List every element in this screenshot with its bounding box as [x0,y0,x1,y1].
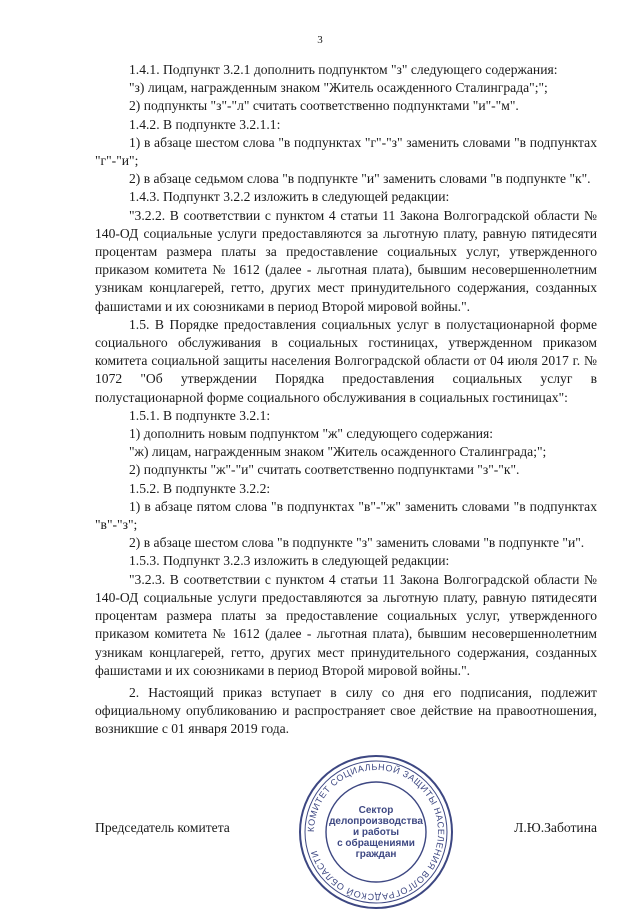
document-body [95,61,597,739]
stamp-center-line: и работы [352,827,400,838]
paragraph: 2) подпункты "ж"-"и" считать соответственно подпунктами "з"-"к". [129,462,520,478]
paragraph: 1) в абзаце шестом слова "в подпунктах "г"-"з" заменить словами "в подпунктах "г"-"и"; [95,134,597,169]
stamp-center-line: Сектор [358,805,394,816]
stamp-ring-text: КОМИТЕТ СОЦИАЛЬНОЙ ЗАЩИТЫ НАСЕЛЕНИЯ ВОЛГОГРАДСКОЙ ОБЛАСТИ [305,761,447,903]
paragraph: 1.5.2. В подпункте 3.2.2: [129,480,271,496]
paragraph: 2) подпункты "з"-"л" считать соответственно подпунктами "и"-"м". [129,98,519,114]
paragraph: "3.2.2. В соответствии с пунктом 4 статьи 11 Закона Волгоградской области № 140-ОД социальные услуги предоставляются за льготную плату, равную пятидесяти процентам размера платы за предоставление социальных услуг, утвержденного приказом комитета № 1612 (далее - льготная плата), бывшим несовершеннолетним узникам концлагерей, гетто, других мест принудительного содержания, созданных фашистами и их союзниками в период Второй мировой войны.". [95,207,597,314]
paragraph: 1) в абзаце пятом слова "в подпунктах "в"-"ж" заменить словами "в подпунктах "в"-"з"; [95,498,597,533]
signatory-title: Председатель комитета [95,820,230,835]
paragraph: 1.4.1. Подпункт 3.2.1 дополнить подпунктом "з" следующего содержания: [129,62,558,77]
paragraph: 1.5. В Порядке предоставления социальных услуг в полустационарной форме социального обслуживания в социальных гостиницах, утвержденном приказом комитета социальной защиты населения Волгоградской области от 04 июля 2017 г. № 1072 "Об утверждении Порядка предоставления социальных услуг в полустационарной форме социального обслуживания в социальных гостиницах": [95,316,597,405]
paragraph: "з) лицам, награжденным знаком "Житель осажденного Сталинграда";"; [129,80,548,96]
paragraph: 1.4.3. Подпункт 3.2.2 изложить в следующей редакции: [129,189,450,205]
paragraph: 2) в абзаце седьмом слова "в подпункте "и" заменить словами "в подпункте "к". [129,171,591,187]
paragraph: 1.5.1. В подпункте 3.2.1: [129,407,271,423]
stamp-center-line: граждан [355,849,397,860]
official-stamp [296,752,456,912]
paragraph: 1.4.2. В подпункте 3.2.1.1: [129,116,281,132]
paragraph: 2. Настоящий приказ вступает в силу со дня его подписания, подлежит официальному опубликованию и распространяет свое действие на правоотношения, возникшие с 01 января 2019 года. [95,684,597,737]
paragraph: "3.2.3. В соответствии с пунктом 4 статьи 11 Закона Волгоградской области № 140-ОД социальные услуги предоставляются за льготную плату, равную пятидесяти процентам размера платы за предоставление социальных услуг, утвержденного приказом комитета № 1612 (далее - льготная плата), бывшим несовершеннолетним узникам концлагерей, гетто, других мест принудительного содержания, созданных фашистами и их союзниками в период Второй мировой войны.". [95,571,597,678]
paragraph: 1.5.3. Подпункт 3.2.3 изложить в следующей редакции: [129,553,450,569]
signatory-name: Л.Ю.Заботина [514,820,597,835]
paragraph: "ж) лицам, награжденным знаком "Житель осажденного Сталинграда;"; [129,444,547,460]
stamp-center-line: с обращениями [337,838,415,849]
paragraph: 1) дополнить новым подпунктом "ж" следующего содержания: [129,426,494,442]
page-number: 3 [317,34,323,46]
paragraph: 2) в абзаце шестом слова "в подпункте "з" заменить словами "в подпункте "и". [129,535,585,551]
stamp-center-line: делопроизводства [329,816,423,827]
